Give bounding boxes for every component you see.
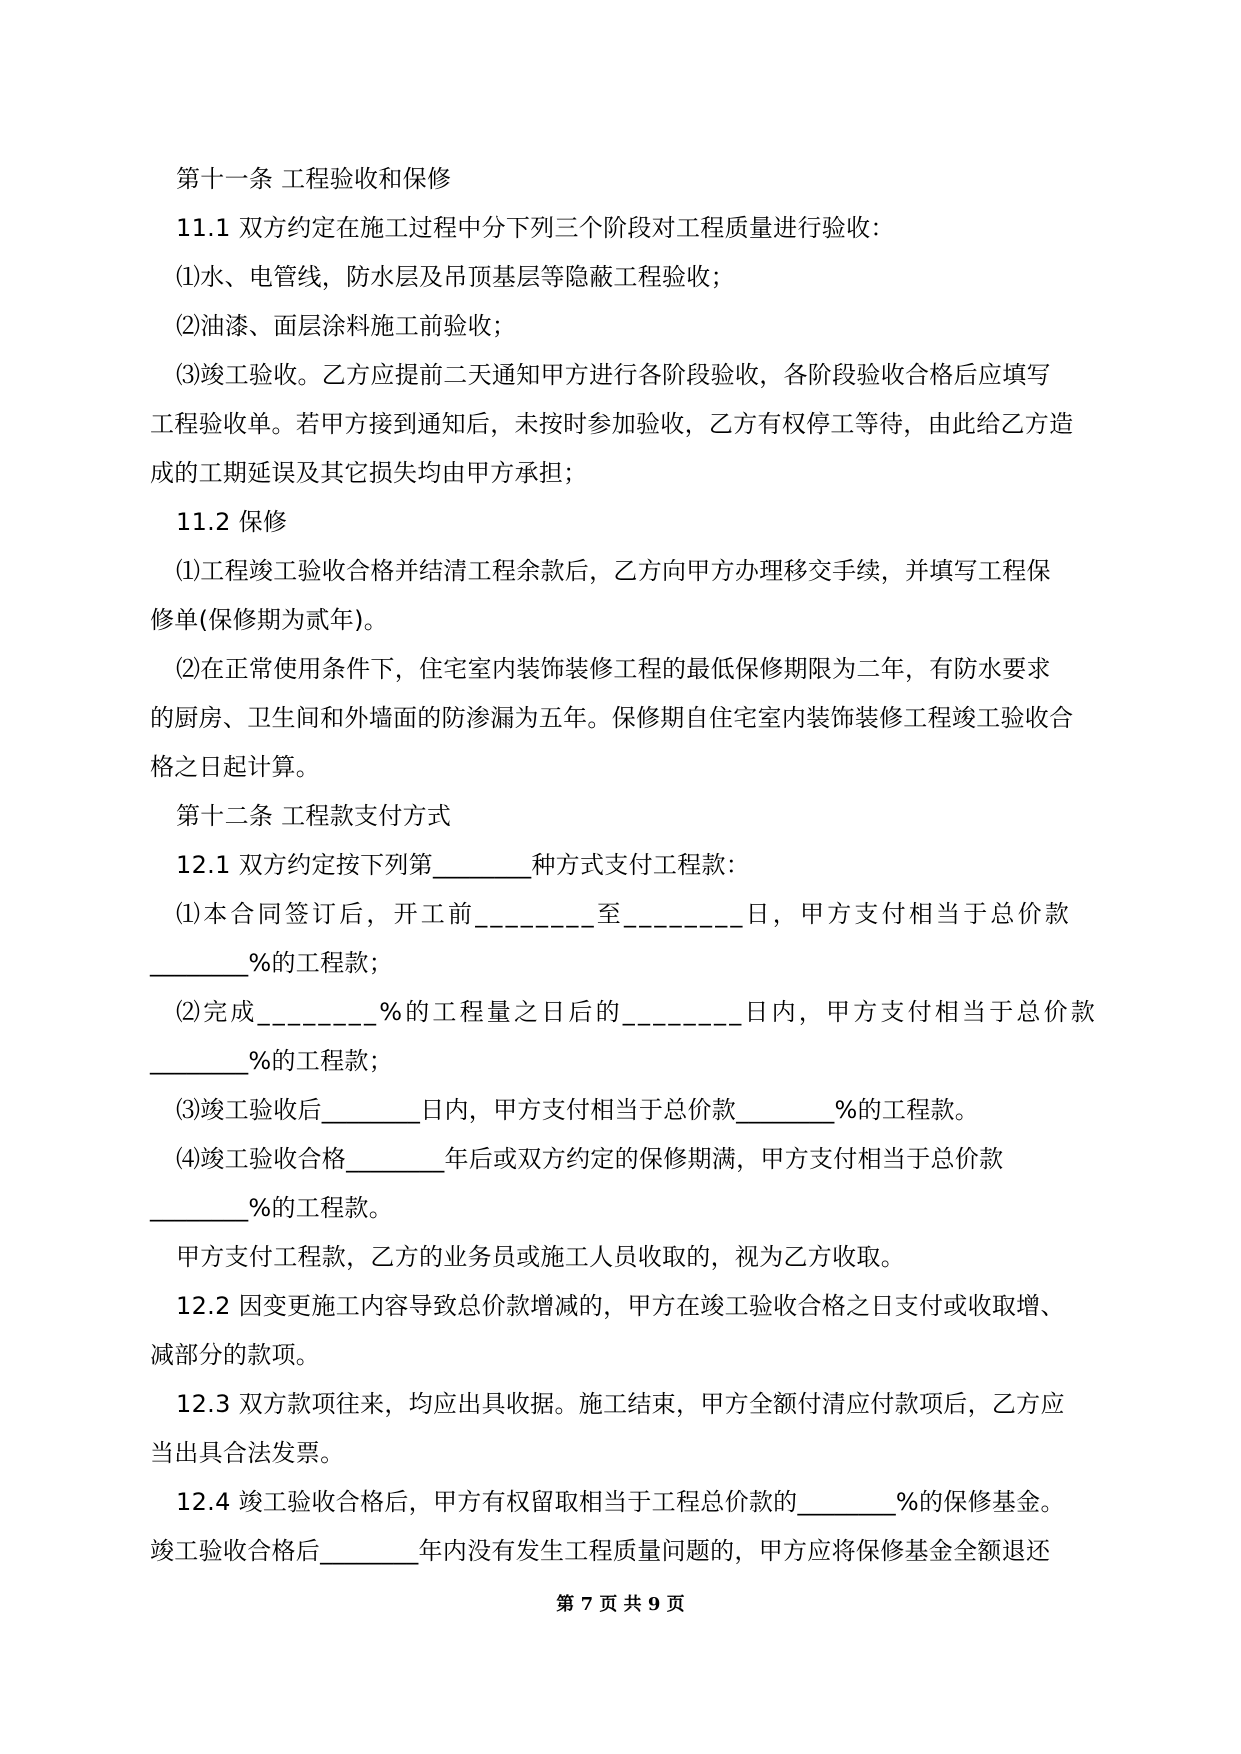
clause-12-1-item-1-line-1: ⑴本合同签订后，开工前________至________日，甲方支付相当于总价款 (176, 900, 1072, 928)
clause-12-3-line-2: 当出具合法发票。 (150, 1439, 345, 1467)
clause-11-1-item-1: ⑴水、电管线，防水层及吊顶基层等隐蔽工程验收； (176, 263, 735, 291)
clause-11-2-item-1-line-1: ⑴工程竣工验收合格并结清工程余款后，乙方向甲方办理移交手续，并填写工程保 (176, 557, 1051, 585)
clause-11-2-item-2-line-2: 的厨房、卫生间和外墙面的防渗漏为五年。保修期自住宅室内装饰装修工程竣工验收合 (150, 704, 1074, 732)
article-12-heading: 第十二条 工程款支付方式 (176, 802, 452, 830)
clause-12-1-item-4-line-2: ________%的工程款。 (150, 1194, 394, 1222)
page-number-footer: 第 7 页 共 9 页 (556, 1594, 685, 1615)
article-11-heading: 第十一条 工程验收和保修 (176, 165, 452, 193)
clause-11-1-item-3-line-1: ⑶竣工验收。乙方应提前二天通知甲方进行各阶段验收，各阶段验收合格后应填写 (176, 361, 1051, 389)
clause-11-1-item-3-line-3: 成的工期延误及其它损失均由甲方承担； (150, 459, 588, 487)
clause-11-1-item-3-line-2: 工程验收单。若甲方接到通知后，未按时参加验收，乙方有权停工等待，由此给乙方造 (150, 410, 1074, 438)
clause-11-2-item-1-line-2: 修单(保修期为贰年)。 (150, 606, 389, 634)
clause-12-4-line-1: 12.4 竣工验收合格后，甲方有权留取相当于工程总价款的________%的保修基金。 (176, 1488, 1065, 1516)
clause-12-1: 12.1 双方约定按下列第________种方式支付工程款： (176, 851, 751, 879)
clause-12-1-item-4-line-1: ⑷竣工验收合格________年后或双方约定的保修期满，甲方支付相当于总价款 (176, 1145, 1004, 1173)
clause-12-2-line-1: 12.2 因变更施工内容导致总价款增减的，甲方在竣工验收合格之日支付或收取增、 (176, 1292, 1065, 1320)
clause-11-2-item-2-line-3: 格之日起计算。 (150, 753, 321, 781)
clause-12-1-item-1-line-2: ________%的工程款； (150, 949, 394, 977)
clause-12-1-note: 甲方支付工程款，乙方的业务员或施工人员收取的，视为乙方收取。 (176, 1243, 905, 1271)
clause-11-2-item-2-line-1: ⑵在正常使用条件下，住宅室内装饰装修工程的最低保修期限为二年，有防水要求 (176, 655, 1051, 683)
clause-12-2-line-2: 减部分的款项。 (150, 1341, 321, 1369)
clause-11-1: 11.1 双方约定在施工过程中分下列三个阶段对工程质量进行验收： (176, 214, 895, 242)
clause-11-1-item-2: ⑵油漆、面层涂料施工前验收； (176, 312, 517, 340)
document-body (150, 155, 1099, 1576)
clause-11-2-heading: 11.2 保修 (176, 508, 288, 536)
clause-12-4-line-2: 竣工验收合格后________年内没有发生工程质量问题的，甲方应将保修基金全额退还 (150, 1537, 1051, 1565)
clause-12-1-item-2-line-2: ________%的工程款； (150, 1047, 394, 1075)
clause-12-1-item-3: ⑶竣工验收后________日内，甲方支付相当于总价款________%的工程款。 (176, 1096, 980, 1124)
clause-12-3-line-1: 12.3 双方款项往来，均应出具收据。施工结束，甲方全额付清应付款项后，乙方应 (176, 1390, 1065, 1418)
clause-12-1-item-2-line-1: ⑵完成________%的工程量之日后的________日内，甲方支付相当于总价款 (176, 998, 1099, 1026)
